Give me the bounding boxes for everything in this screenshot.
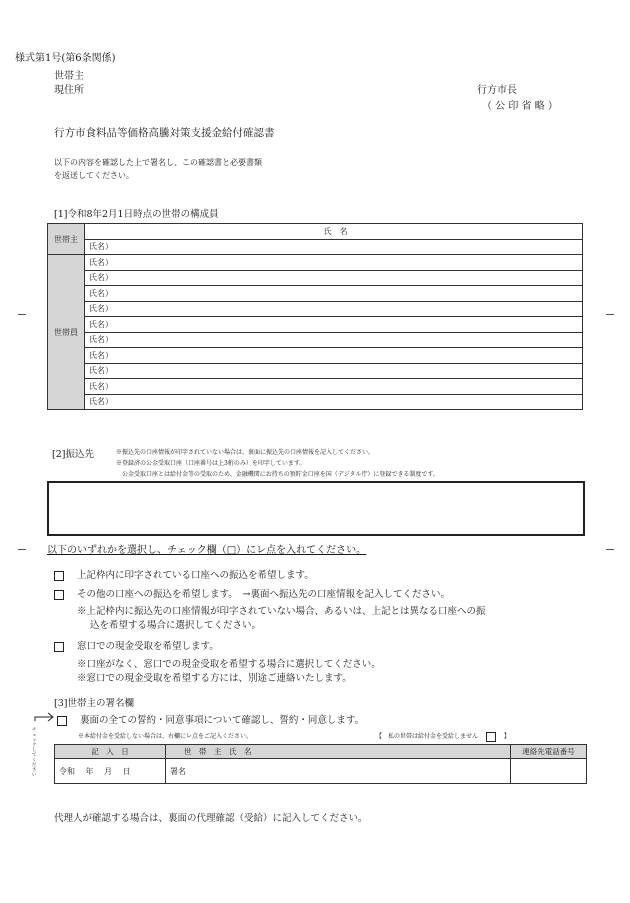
member-name-cell[interactable]: 氏名） [85, 363, 583, 379]
no-receive-label: 【 私の世帯は給付金を受給しません [376, 733, 479, 740]
member-name-cell[interactable]: 氏名） [85, 394, 583, 410]
signature-field[interactable]: 署名 [166, 759, 511, 784]
member-name-cell[interactable]: 氏名） [85, 317, 583, 333]
fold-mark-left-2 [18, 549, 26, 550]
proxy-footer-note: 代理人が確認する場合は、裏面の代理確認（受給）に記入してください。 [54, 813, 368, 824]
option-1-text: 上記枠内に印字されている口座への振込を希望します。 [77, 570, 314, 581]
no-receive-note: ※本給付金を受給しない場合は、右欄にレ点をご記入ください。 [78, 733, 253, 740]
option-3-checkbox[interactable] [54, 642, 64, 652]
agree-checkbox[interactable] [57, 716, 67, 726]
mayor-label: 行方市長 [477, 85, 517, 96]
member-name-cell[interactable]: 氏名） [85, 286, 583, 302]
phone-header: 連絡先電話番号 [511, 745, 587, 759]
head-name-cell[interactable]: 氏名） [85, 239, 583, 255]
check-side-note: チェックしてください [32, 728, 37, 778]
section1-heading: [1]令和8年2月1日時点の世帯の構成員 [54, 209, 219, 220]
signature-table [54, 744, 587, 784]
option-3-note-1: ※口座がなく、窓口での現金受取を希望する場合に選択してください。 [77, 659, 381, 670]
address-label: 現住所 [54, 85, 84, 96]
fold-mark-right-2 [606, 549, 614, 550]
head-label-cell: 世帯主 [48, 224, 85, 255]
member-label-cell: 世帯員 [48, 255, 85, 410]
option-2[interactable] [54, 586, 450, 600]
phone-field[interactable] [511, 759, 587, 784]
option-1[interactable] [54, 567, 314, 581]
household-head-label: 世帯主 [54, 71, 84, 82]
arrow-icon [34, 712, 56, 722]
form-id: 様式第1号(第6条関係) [15, 53, 116, 64]
member-name-cell[interactable]: 氏名） [85, 379, 583, 395]
option-2-note-1: ※上記枠内に振込先の口座情報が印字されていない場合、あるいは、上記とは異なる口座への振 [77, 606, 486, 617]
option-3[interactable] [54, 638, 219, 652]
name-header: 世 帯 主 氏 名 [166, 745, 511, 759]
member-name-cell[interactable]: 氏名） [85, 301, 583, 317]
bank-note-2: ※登録済の公金受取口座（口座番号は上3桁のみ）を印字しています。 [116, 460, 306, 467]
date-field[interactable]: 令和 年 月 日 [55, 759, 166, 784]
member-name-cell[interactable]: 氏名） [85, 332, 583, 348]
section3-heading: [3]世帯主の署名欄 [54, 698, 134, 709]
select-instruction: 以下のいずれかを選択し、チェック欄（□）にレ点を入れてください。 [47, 545, 367, 556]
household-members-table [47, 223, 583, 410]
option-3-note-2: ※窓口での現金受取を希望する方には、別途ご連絡いたします。 [77, 673, 352, 684]
no-receive-bracket: 】 [503, 733, 510, 740]
name-column-header: 氏 名 [85, 224, 583, 240]
no-receive-option[interactable] [376, 731, 510, 742]
date-header: 記 入 日 [55, 745, 166, 759]
option-1-checkbox[interactable] [54, 571, 64, 581]
member-name-cell[interactable]: 氏名） [85, 348, 583, 364]
option-2-text: その他の口座への振込を希望します。 →裏面へ振込先の口座情報を記入してください。 [77, 589, 450, 600]
intro-line-2: を返送してください。 [54, 171, 134, 180]
agree-row[interactable] [57, 712, 364, 726]
document-title: 行方市食料品等価格高騰対策支援金給付確認書 [54, 127, 275, 139]
bank-note-1: ※振込先の口座情報が印字されていない場合は、裏面に振込先の口座情報を記入してください。 [116, 449, 375, 456]
bank-account-box [47, 481, 585, 536]
fold-mark-left [18, 314, 26, 315]
member-name-cell[interactable]: 氏名） [85, 270, 583, 286]
agree-text: 裏面の全ての誓約・同意事項について確認し、誓約・同意します。 [80, 715, 365, 726]
member-name-cell[interactable]: 氏名） [85, 255, 583, 271]
fold-mark-right [606, 314, 614, 315]
option-3-text: 窓口での現金受取を希望します。 [77, 641, 219, 652]
option-2-note-2: 込を希望する場合に選択してください。 [90, 620, 262, 631]
bank-note-3: 公金受取口座とは給付金等の受取のため、金融機関にお持ちの預貯金口座を国（デジタル庁）に登録できる制度です。 [122, 471, 439, 478]
option-2-checkbox[interactable] [54, 590, 64, 600]
no-receive-checkbox[interactable] [486, 732, 496, 742]
section2-heading: [2]振込先 [52, 449, 94, 460]
seal-omitted: （ 公 印 省 略 ） [482, 101, 558, 112]
intro-line-1: 以下の内容を確認した上で署名し、この確認書と必要書類 [54, 158, 262, 167]
